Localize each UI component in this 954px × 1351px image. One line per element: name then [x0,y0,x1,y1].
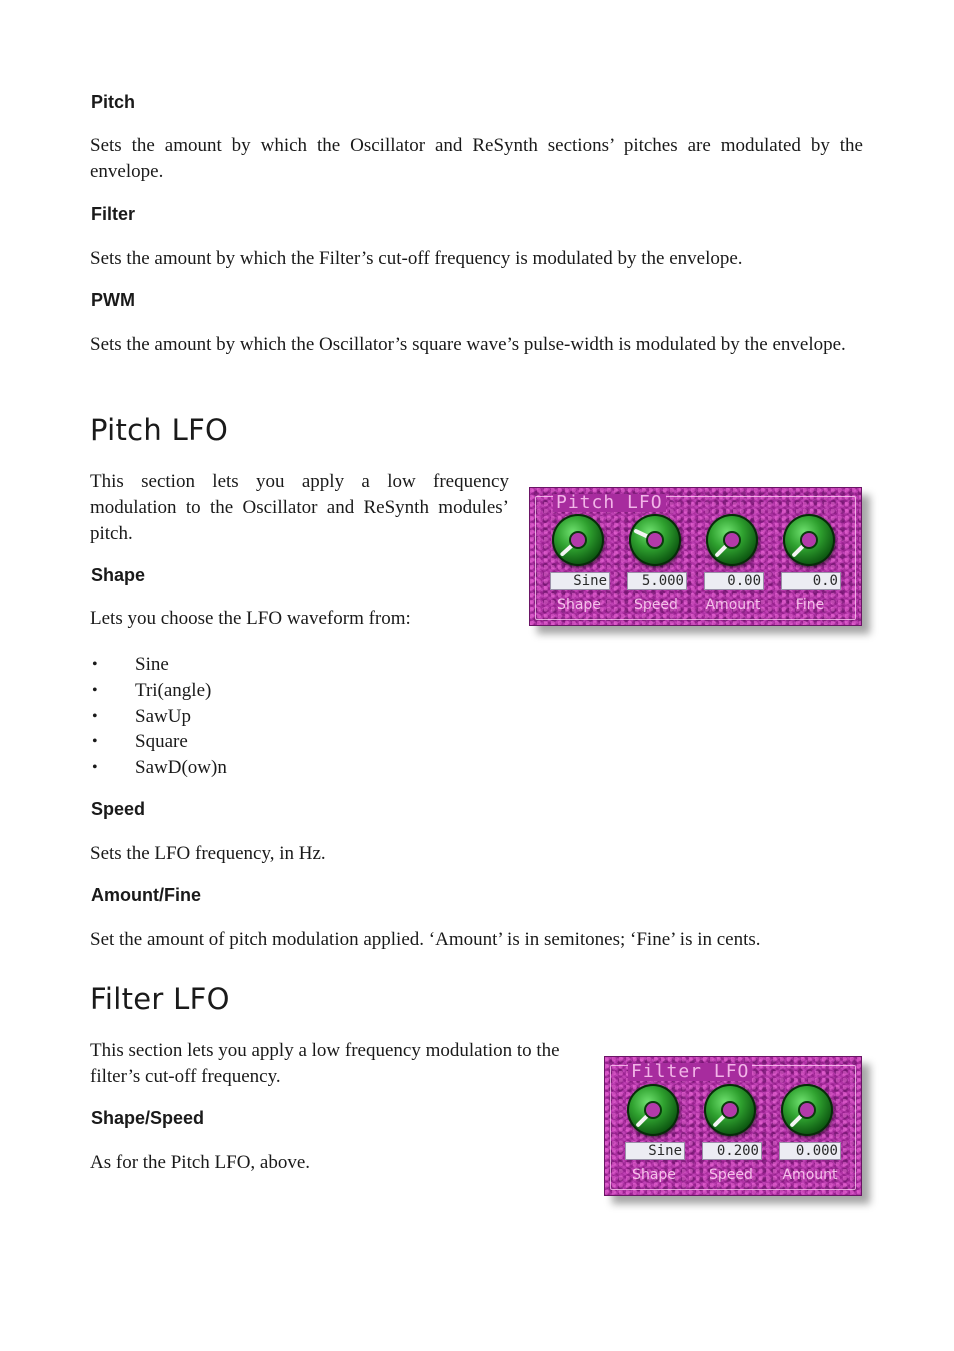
filter-amount-label: Amount [782,1167,838,1183]
filter-shape-label: Shape [632,1167,676,1183]
amount-readout[interactable]: 0.00 [704,572,764,590]
filter-lfo-title: Filter LFO [90,982,230,1016]
amount-fine-description: Set the amount of pitch modulation applied. ‘Amount’ is in semitones; ‘Fine’ is in cents. [90,929,761,950]
fine-knob[interactable] [783,514,835,566]
filter-speed-readout[interactable]: 0.200 [702,1142,762,1160]
amount-label: Amount [705,597,761,613]
filter-lfo-panel [604,1056,862,1196]
filter-speed-knob[interactable] [704,1084,756,1136]
list-item: • Square [90,729,227,755]
list-item: • SawD(ow)n [90,755,227,781]
amount-knob[interactable] [706,514,758,566]
filter-lfo-intro: This section lets you apply a low frequency modulation to the filter’s cut-off frequency. [90,1040,560,1087]
shape-knob[interactable] [552,514,604,566]
shape-speed-description: As for the Pitch LFO, above. [90,1152,311,1173]
pitch-lfo-panel-title: Pitch LFO [553,494,666,512]
shape-label: Shape [557,597,601,613]
filter-speed-label: Speed [709,1167,753,1183]
pitch-lfo-title: Pitch LFO [90,413,229,447]
filter-heading: Filter [91,204,136,224]
speed-description: Sets the LFO frequency, in Hz. [90,843,326,864]
amount-fine-heading: Amount/Fine [91,885,201,905]
fine-readout[interactable]: 0.0 [781,572,841,590]
pwm-description: Sets the amount by which the Oscillator’s square wave’s pulse-width is modulated by the envelope. [90,334,846,355]
shape-description: Lets you choose the LFO waveform from: [90,608,411,629]
fine-label: Fine [795,597,825,613]
pitch-description: Sets the amount by which the Oscillator and ReSynth sections’ pitches are modulated by the envelope. [90,135,863,182]
speed-readout[interactable]: 5.000 [627,572,687,590]
pitch-lfo-panel [529,487,862,626]
filter-lfo-panel-title: Filter LFO [628,1063,752,1081]
list-item: • Sine [90,652,227,678]
speed-heading: Speed [91,799,146,819]
filter-amount-readout[interactable]: 0.000 [779,1142,841,1160]
shape-readout[interactable]: Sine [550,572,610,590]
list-item: • SawUp [90,704,227,730]
filter-amount-knob[interactable] [781,1084,833,1136]
shape-speed-heading: Shape/Speed [91,1108,205,1128]
filter-description: Sets the amount by which the Filter’s cut-off frequency is modulated by the envelope. [90,248,743,269]
list-item: • Tri(angle) [90,678,227,704]
waveform-list [90,652,227,781]
pitch-lfo-intro: This section lets you apply a low frequency modulation to the Oscillator and ReSynth modules’ pitch. [90,471,509,544]
speed-knob[interactable] [629,514,681,566]
shape-heading: Shape [91,565,146,585]
pitch-heading: Pitch [91,92,136,112]
pwm-heading: PWM [91,290,135,310]
speed-label: Speed [634,597,678,613]
filter-shape-knob[interactable] [627,1084,679,1136]
filter-shape-readout[interactable]: Sine [625,1142,685,1160]
